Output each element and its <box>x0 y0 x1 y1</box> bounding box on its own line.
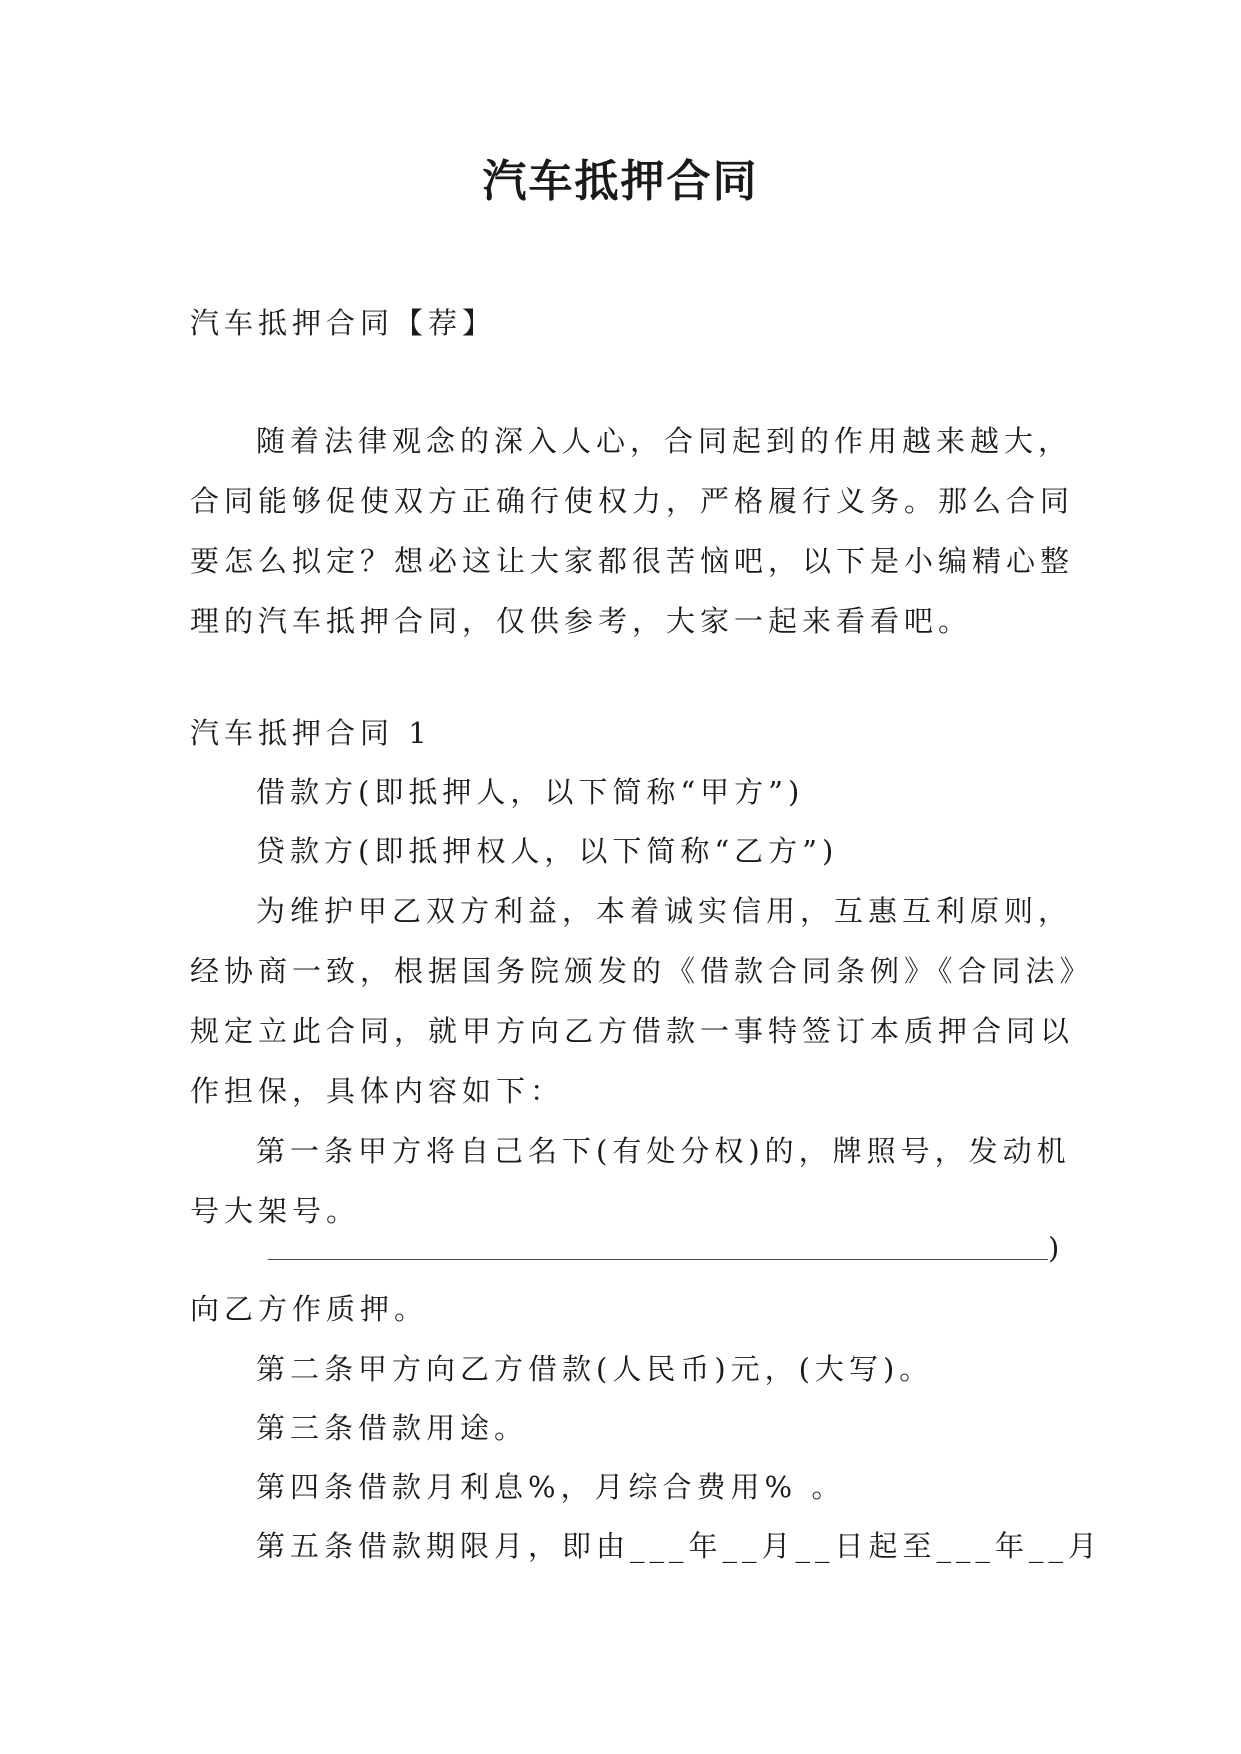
preamble-line-1: 为维护甲乙双方利益，本着诚实信用，互惠互利原则， <box>256 894 1073 928</box>
fill-in-blank-close: ) <box>1048 1231 1060 1265</box>
document-title: 汽车抵押合同 <box>482 156 759 207</box>
intro-line-2: 合同能够促使双方正确行使权力，严格履行义务。那么合同 <box>190 484 1075 518</box>
article-4: 第四条借款月利息%，月综合费用% 。 <box>256 1470 846 1504</box>
borrower-line: 借款方(即抵押人，以下简称“甲方”) <box>256 775 805 809</box>
article-5: 第五条借款期限月，即由___年__月__日起至___年__月 <box>256 1529 1103 1563</box>
preamble-line-3: 规定立此合同，就甲方向乙方借款一事特签订本质押合同以 <box>190 1014 1075 1048</box>
article-1-line-1: 第一条甲方将自己名下(有处分权)的，牌照号，发动机 <box>256 1134 1071 1168</box>
intro-line-1: 随着法律观念的深入人心，合同起到的作用越来越大， <box>256 424 1073 458</box>
intro-line-3: 要怎么拟定？想必这让大家都很苦恼吧，以下是小编精心整 <box>190 544 1075 578</box>
intro-line-4: 理的汽车抵押合同，仅供参考，大家一起来看看吧。 <box>190 604 973 638</box>
lender-line: 贷款方(即抵押权人，以下简称“乙方”) <box>256 834 839 868</box>
document-subtitle: 汽车抵押合同【荐】 <box>190 306 497 340</box>
preamble-line-4: 作担保，具体内容如下： <box>190 1074 565 1108</box>
article-3: 第三条借款用途。 <box>256 1411 529 1445</box>
contract-heading: 汽车抵押合同 1 <box>190 716 432 750</box>
article-1-line-2: 号大架号。 <box>190 1194 361 1228</box>
article-1-end: 向乙方作质押。 <box>190 1292 429 1326</box>
preamble-line-2: 经协商一致，根据国务院颁发的《借款合同条例》《合同法》 <box>190 954 1094 988</box>
fill-in-blank-line <box>268 1259 1048 1260</box>
article-2: 第二条甲方向乙方借款(人民币)元，(大写)。 <box>256 1352 934 1386</box>
